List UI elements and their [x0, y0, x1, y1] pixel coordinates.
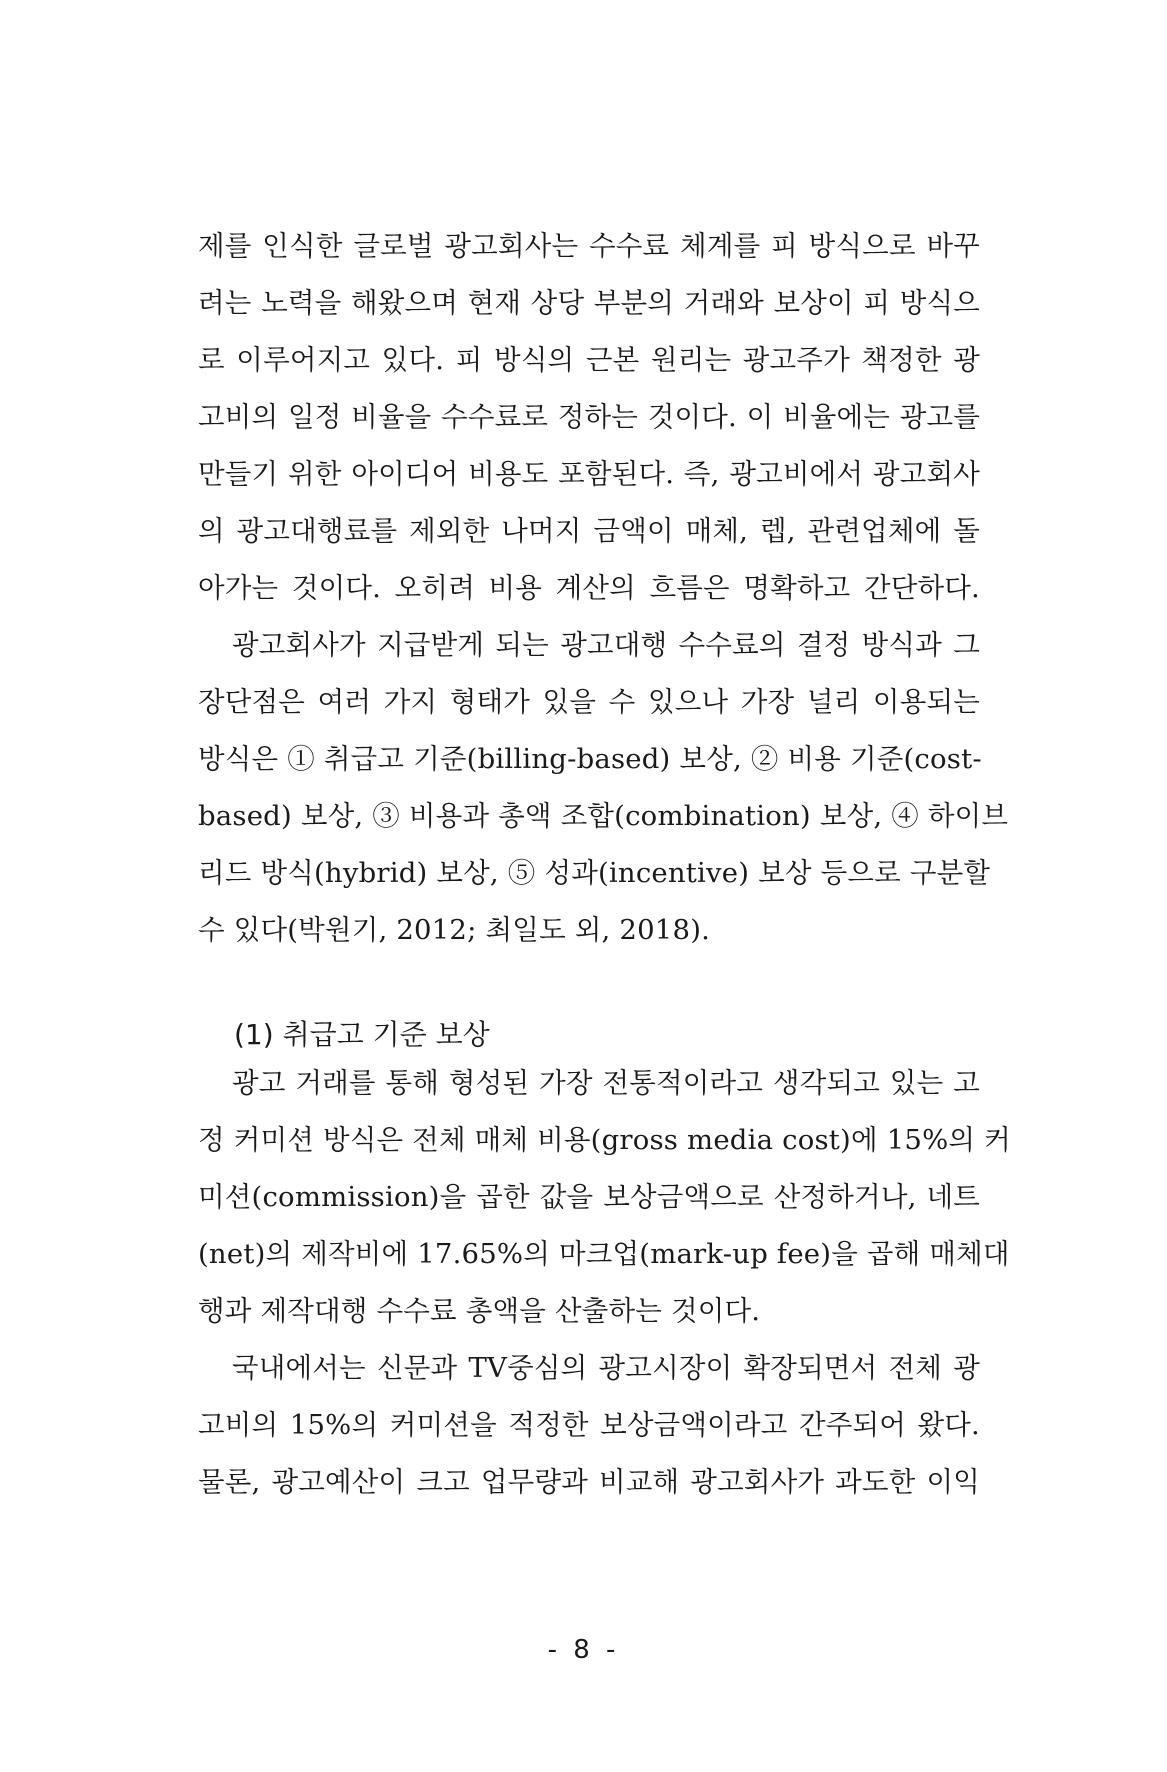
text-line: 의 광고대행료를 제외한 나머지 금액이 매체, 렙, 관련업체에 돌 — [198, 515, 980, 547]
text-line: 아가는 것이다. 오히려 비용 계산의 흐름은 명확하고 간단하다. — [198, 572, 980, 604]
text-line: 고비의 15%의 커미션을 적정한 보상금액이라고 간주되어 왔다. — [198, 1409, 980, 1441]
text-line: 국내에서는 신문과 TV중심의 광고시장이 확장되면서 전체 광 — [232, 1352, 980, 1384]
text-line: (net)의 제작비에 17.65%의 마크업(mark-up fee)을 곱해 매체대 — [198, 1238, 1010, 1270]
text-line: 광고회사가 지급받게 되는 광고대행 수수료의 결정 방식과 그 — [232, 629, 980, 661]
text-line: 만들기 위한 아이디어 비용도 포함된다. 즉, 광고비에서 광고회사 — [198, 458, 980, 490]
text-line: 방식은 ① 취급고 기준(billing-based) 보상, ② 비용 기준(cost- — [198, 743, 982, 775]
text-line: based) 보상, ③ 비용과 총액 조합(combination) 보상, ④ 하이브 — [198, 800, 1009, 832]
section-heading: (1) 취급고 기준 보상 — [234, 1018, 490, 1051]
body-text-bottom — [198, 1055, 1011, 1511]
text-line: 로 이루어지고 있다. 피 방식의 근본 원리는 광고주가 책정한 광 — [198, 344, 980, 376]
text-line: 광고 거래를 통해 형성된 가장 전통적이라고 생각되고 있는 고 — [232, 1067, 980, 1099]
body-text-top — [198, 218, 1009, 959]
text-line: 행과 제작대행 수수료 총액을 산출하는 것이다. — [198, 1295, 761, 1327]
page-number: - 8 - — [547, 1635, 620, 1665]
text-line: 장단점은 여러 가지 형태가 있을 수 있으나 가장 널리 이용되는 — [198, 686, 980, 718]
text-line: 려는 노력을 해왔으며 현재 상당 부분의 거래와 보상이 피 방식으 — [198, 287, 980, 319]
text-line: 정 커미션 방식은 전체 매체 비용(gross media cost)에 15%의 커 — [198, 1124, 1011, 1156]
text-line: 수 있다(박원기, 2012; 최일도 외, 2018). — [198, 914, 711, 946]
text-line: 고비의 일정 비율을 수수료로 정하는 것이다. 이 비율에는 광고를 — [198, 401, 980, 433]
text-line: 물론, 광고예산이 크고 업무량과 비교해 광고회사가 과도한 이익 — [198, 1466, 980, 1498]
text-line: 제를 인식한 글로벌 광고회사는 수수료 체계를 피 방식으로 바꾸 — [198, 230, 980, 262]
text-line: 미션(commission)을 곱한 값을 보상금액으로 산정하거나, 네트 — [198, 1181, 980, 1213]
text-line: 리드 방식(hybrid) 보상, ⑤ 성과(incentive) 보상 등으로 구분할 — [198, 857, 991, 889]
